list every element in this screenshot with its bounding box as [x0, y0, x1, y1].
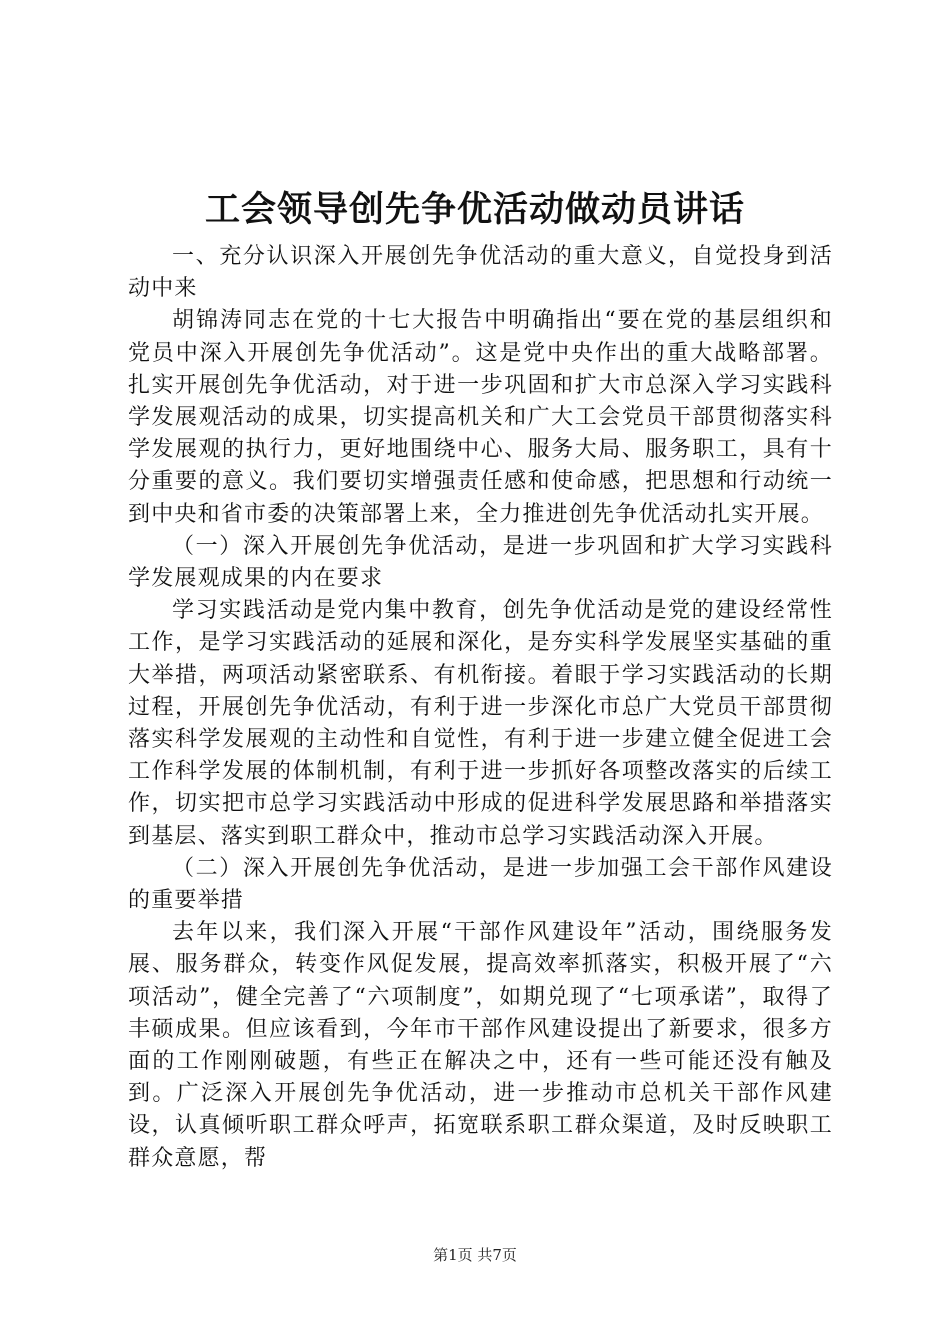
document-title: 工会领导创先争优活动做动员讲话 [204, 190, 745, 230]
document-body [128, 241, 833, 1175]
section-heading-1: 一、充分认识深入开展创先争优活动的重大意义，自觉投身到活动中来 [128, 244, 833, 302]
body-paragraph: 去年以来，我们深入开展“干部作风建设年”活动，围绕服务发展、服务群众，转变作风促发展，提高效率抓落实，积极开展了“六项活动”，健全完善了“六项制度”，如期兑现了“七项承诺”，取得了丰硕成果。但应该看到，今年市干部作风建设提出了新要求，很多方面的工作刚刚破题，有些正在解决之中，还有一些可能还没有触及到。广泛深入开展创先争优活动，进一步推动市总机关干部作风建设，认真倾听职工群众呼声，拓宽联系职工群众渠道，及时反映职工群众意愿，帮 [128, 920, 833, 1171]
subsection-heading-1: （一）深入开展创先争优活动，是进一步巩固和扩大学习实践科学发展观成果的内在要求 [128, 533, 833, 592]
body-paragraph: 学习实践活动是党内集中教育，创先争优活动是党的建设经常性工作，是学习实践活动的延展和深化，是夯实科学发展坚实基础的重大举措，两项活动紧密联系、有机衔接。着眼于学习实践活动的长期过程，开展创先争优活动，有利于进一步深化市总广大党员干部贯彻落实科学发展观的主动性和自觉性，有利于进一步建立健全促进工会工作科学发展的体制机制，有利于进一步抓好各项整改落实的后续工作，切实把市总学习实践活动中形成的促进科学发展思路和举措落实到基层、落实到职工群众中，推动市总学习实践活动深入开展。 [128, 598, 833, 849]
page-footer [0, 1245, 950, 1265]
page-number: 第1页 共7页 [433, 1246, 517, 1264]
subsection-heading-2: （二）深入开展创先争优活动，是进一步加强工会干部作风建设的重要举措 [128, 855, 833, 914]
body-paragraph: 胡锦涛同志在党的十七大报告中明确指出“要在党的基层组织和党员中深入开展创先争优活动”。这是党中央作出的重大战略部署。扎实开展创先争优活动，对于进一步巩固和扩大市总深入学习实践科学发展观活动的成果，切实提高机关和广大工会党员干部贯彻落实科学发展观的执行力，更好地围绕中心、服务大局、服务职工，具有十分重要的意义。我们要切实增强责任感和使命感，把思想和行动统一到中央和省市委的决策部署上来，全力推进创先争优活动扎实开展。 [128, 308, 833, 527]
